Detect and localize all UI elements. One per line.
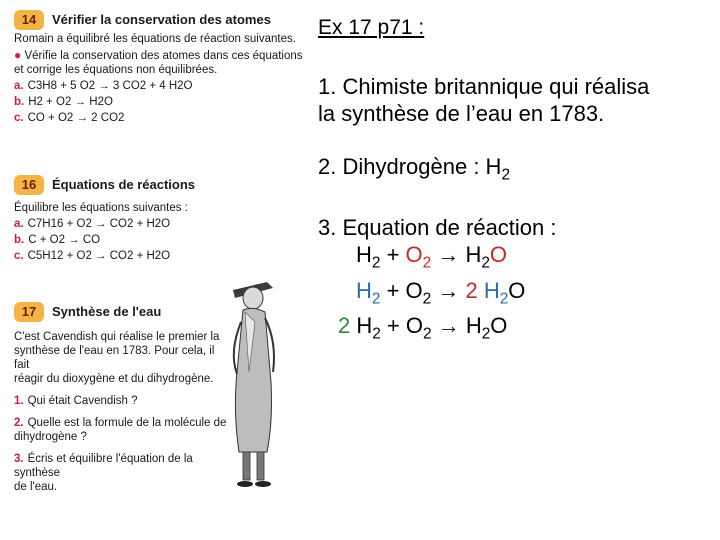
exercise-title: Équations de réactions: [52, 177, 196, 192]
task-line: et corrige les équations non équilibrées.: [14, 64, 218, 76]
question-2: [14, 416, 229, 444]
product-oxygen: O: [490, 313, 508, 339]
coefficient: 2: [338, 313, 357, 339]
equation-item: [14, 249, 304, 263]
plus-sign: +: [380, 313, 406, 339]
body-line: synthèse de l'eau en 1783. Pour cela, il fait: [14, 345, 215, 371]
equation-line-1: [318, 241, 708, 276]
plus-sign: +: [380, 277, 406, 303]
exercise-number-badge: 14: [14, 10, 44, 30]
exercise-16: [14, 175, 304, 263]
reaction-arrow: →: [431, 242, 466, 268]
question-3: [14, 452, 229, 494]
hydrogen-symbol: H: [356, 277, 372, 303]
subscript: 2: [422, 254, 432, 272]
body-line: C'est Cavendish qui réalise le premier la: [14, 331, 220, 343]
question-text: Qui était Cavendish ?: [27, 395, 138, 407]
exercise-17-header: [14, 302, 229, 322]
answer-line: la synthèse de l’eau en 1783.: [318, 101, 605, 126]
bullet-icon: ●: [14, 48, 22, 62]
answers-panel: [318, 14, 708, 348]
question-label: 2.: [14, 417, 24, 429]
item-equation: H2 + O2 → H2O: [28, 96, 113, 108]
item-equation: C5H12 + O2 → CO2 + H2O: [27, 250, 171, 262]
item-label: b.: [14, 234, 25, 246]
subscript: 2: [371, 290, 381, 308]
question-label: 3.: [14, 453, 24, 465]
task-line: Vérifie la conservation des atomes dans ces équations: [24, 50, 303, 62]
product-oxygen: O: [489, 242, 508, 268]
exercise-16-header: [14, 175, 304, 195]
equation-item: [14, 111, 304, 125]
coefficient: 2: [465, 277, 484, 303]
item-equation: CO + O2 → 2 CO2: [27, 112, 125, 124]
question-label: 1.: [14, 395, 24, 407]
item-label: c.: [14, 250, 24, 262]
equation-item: [14, 217, 304, 231]
exercise-task: [14, 48, 304, 77]
item-label: a.: [14, 218, 24, 230]
product-hydrogen: H: [465, 242, 482, 268]
answer-line: 2. Dihydrogène : H: [318, 154, 502, 179]
equation-item: [14, 233, 304, 247]
item-label: c.: [14, 112, 24, 124]
cavendish-portrait-illustration: [215, 262, 290, 492]
subscript: 2: [501, 166, 510, 184]
exercise-intro: Équilibre les équations suivantes :: [14, 202, 188, 214]
equation-item: [14, 95, 304, 109]
reaction-arrow: →: [431, 313, 466, 339]
plus-sign: +: [380, 242, 406, 268]
exercise-14-header: [14, 10, 304, 30]
oxygen-symbol: O: [405, 313, 424, 339]
question-1: [14, 394, 229, 408]
hydrogen-symbol: H: [356, 242, 372, 268]
exercise-title: Synthèse de l'eau: [52, 304, 162, 319]
oxygen-symbol: O: [405, 277, 423, 303]
item-equation: C3H8 + 5 O2 → 3 CO2 + 4 H2O: [27, 80, 193, 92]
subscript: 2: [481, 325, 491, 343]
equation-item: [14, 79, 304, 93]
hydrogen-symbol: H: [356, 313, 373, 339]
item-label: a.: [14, 80, 24, 92]
item-equation: C7H16 + O2 → CO2 + H2O: [27, 218, 171, 230]
subscript: 2: [371, 254, 381, 272]
question-text: Quelle est la formule de la molécule de: [27, 417, 227, 429]
question-text: de l'eau.: [14, 481, 58, 493]
exercise-number-badge: 17: [14, 302, 44, 322]
body-line: réagir du dioxygène et du dihydrogène.: [14, 373, 214, 385]
question-text: dihydrogène ?: [14, 431, 87, 443]
textbook-page: [14, 10, 304, 125]
answer-1: [318, 73, 708, 127]
exercise-number-badge: 16: [14, 175, 44, 195]
answer-line: 1. Chimiste britannique qui réalisa: [318, 74, 650, 99]
product-oxygen: O: [508, 277, 526, 303]
reaction-arrow: →: [431, 277, 466, 303]
product-hydrogen: H: [465, 313, 482, 339]
exercise-intro: Romain a équilibré les équations de réaction suivantes.: [14, 33, 296, 45]
product-hydrogen: H: [483, 277, 500, 303]
item-label: b.: [14, 96, 25, 108]
question-text: Écris et équilibre l'équation de la synthèse: [14, 453, 193, 479]
answer-3-heading: 3. Equation de réaction :: [318, 215, 557, 241]
exercise-title: Vérifier la conservation des atomes: [52, 12, 271, 27]
oxygen-symbol: O: [405, 242, 423, 268]
subscript: 2: [422, 290, 432, 308]
subscript: 2: [499, 290, 509, 308]
item-equation: C + O2 → CO: [28, 234, 101, 246]
equation-line-2: [318, 277, 708, 312]
equation-line-3: [318, 312, 708, 347]
answer-2: [318, 153, 708, 188]
exercise-17: [14, 302, 229, 494]
subscript: 2: [372, 325, 381, 343]
subscript: 2: [423, 325, 432, 343]
exercise-body: [14, 330, 229, 386]
answers-heading: Ex 17 p71 :: [318, 16, 425, 39]
subscript: 2: [481, 254, 490, 272]
